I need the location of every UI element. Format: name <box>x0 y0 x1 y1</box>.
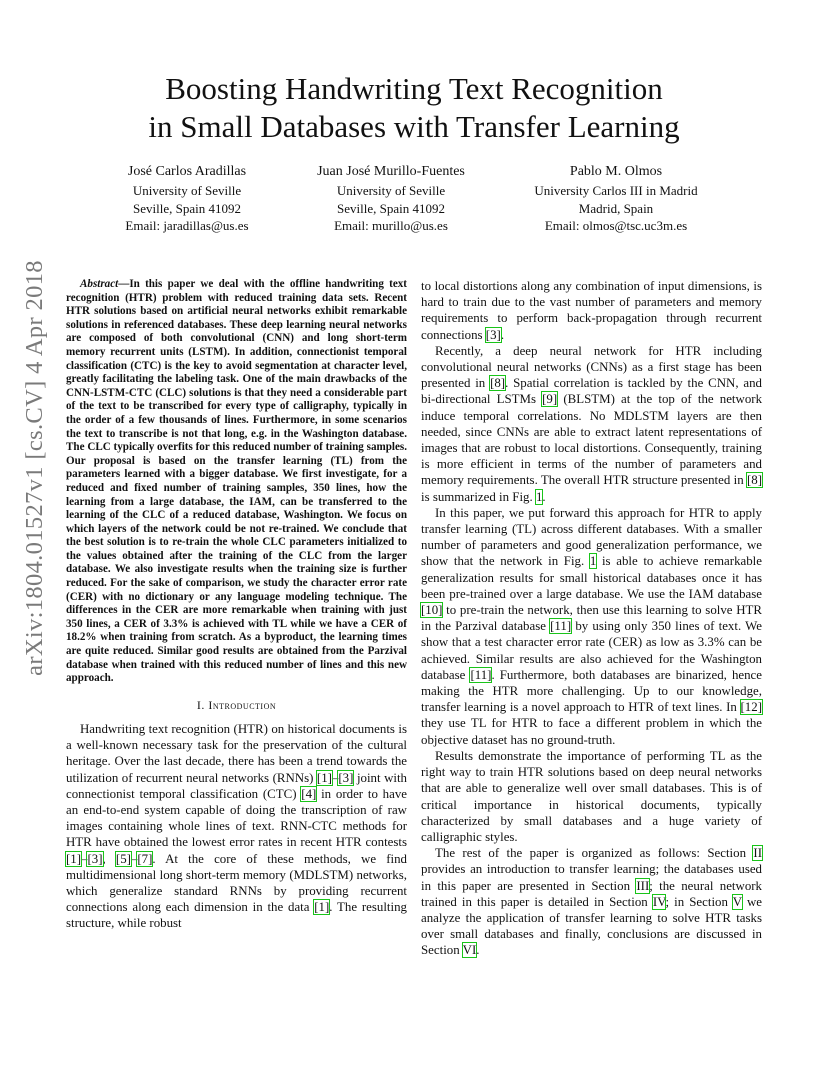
author-block-2 <box>271 162 511 235</box>
citation-link[interactable]: IV <box>652 894 666 909</box>
citation-link[interactable]: [11] <box>470 667 492 682</box>
author-name: José Carlos Aradillas <box>127 164 247 179</box>
citation-link[interactable]: [11] <box>550 619 572 634</box>
arxiv-stamp-text: arXiv:1804.01527v1 [cs.CV] 4 Apr 2018 <box>21 260 48 676</box>
title-line-2: in Small Databases with Transfer Learning <box>148 109 680 144</box>
citation-link[interactable]: [3] <box>338 770 354 785</box>
citation-link[interactable]: [3] <box>485 327 501 342</box>
citation-link[interactable]: [1] <box>316 770 332 785</box>
body-paragraph: The rest of the paper is organized as follows: Section II provides an introduction to transfer learning; the databases used in this paper are presented in Section III; the neural network trained in this paper is detailed in Section IV; in Section V we analyze the application of transfer learning to solve HTR tasks over small databases and finally, conclusions are discussed in Section VI. <box>421 846 762 958</box>
title-line-1: Boosting Handwriting Text Recognition <box>165 71 663 106</box>
author-email: Email: murillo@us.es <box>334 218 448 233</box>
body-paragraph: to local distortions along any combination of input dimensions, is hard to train due to the vast number of parameters and memory requirements to perform back-propagation through recurrent connections [3]. <box>421 279 762 342</box>
body-paragraph: Recently, a deep neural network for HTR including convolutional neural networks (CNNs) as a first stage has been presented in [8]. Spatial correlation is tackled by the CNN, and bi-directional LSTMs [9] (BLSTM) at the top of the network induce temporal correlations. No MDLSTM layers are then needed, since CNNs are able to extract latent representations of images that are robust to local distortions. Consequently, training is more efficient in terms of the number of parameters and memory requirements. The overall HTR structure presented in [8] is summarized in Fig. 1. <box>421 343 763 504</box>
citation-link[interactable]: [8] <box>490 376 506 391</box>
citation-link[interactable]: [9] <box>542 392 558 407</box>
citation-link[interactable]: [1] <box>314 900 330 915</box>
author-address: Seville, Spain 41092 <box>133 200 241 216</box>
author-address: Seville, Spain 41092 <box>337 200 445 216</box>
body-paragraph: In this paper, we put forward this approach for HTR to apply transfer learning (TL) across different databases. With a smaller number of parameters and good generalization performance, we show that the network in Fig. 1 is able to achieve remarkable generalization results for small historical databases once it has been pre-trained over a large database. We use the IAM database [10] to pre-train the network, then use this learning to solve HTR in the Parzival database [11] by using only 350 lines of text. We show that a test character error rate (CER) as low as 3.3% can be achieved. Similar results are also achieved for the Washington database [11]. Furthermore, both databases are binarized, hence making the HTR more challenging. Up to our knowledge, transfer learning is a novel approach to HTR of text lines. In [12] they use TL for HTR to face a different problem in which the objective dataset has no ground-truth. <box>421 505 762 747</box>
citation-link[interactable]: [4] <box>301 786 317 801</box>
author-email: Email: olmos@tsc.uc3m.es <box>544 218 688 233</box>
intro-paragraph: Handwriting text recognition (HTR) on historical documents is a well-known necessary task for the preservation of the cultural heritage. Over the last decade, there has been a trend towards the utilization of recurrent neural networks (RNNs) [1]–[3] joint with connectionist temporal classification (CTC) [4] in order to have an end-to-end system capable of doing the transcription of raw images containing whole lines of text. RNN-CTC methods for HTR have obtained the lowest error rates in recent HTR contests [1]–[3], [5]–[7]. At the core of these methods, we find multidimensional long short-term memory (MDLSTM) networks, which generalize standard RNNs by providing recurrent connections along each dimension in the data [1]. The resulting structure, while robust <box>66 722 408 931</box>
paper-title <box>60 70 768 146</box>
abstract-lead: Abstract <box>80 278 119 290</box>
citation-link[interactable]: 1 <box>589 554 597 569</box>
author-name: Pablo M. Olmos <box>569 164 663 179</box>
citation-link[interactable]: V <box>732 894 742 909</box>
section-number: I. <box>196 697 209 712</box>
citation-link[interactable]: [7] <box>137 851 153 866</box>
citation-link[interactable]: [1] <box>66 851 82 866</box>
abstract <box>66 278 407 686</box>
author-name: Juan José Murillo-Fuentes <box>317 164 465 179</box>
right-column <box>421 278 762 959</box>
citation-link[interactable]: [12] <box>740 700 762 715</box>
body-paragraph: Results demonstrate the importance of performing TL as the right way to train HTR solutions based on deep neural networks that are able to generalize well over small databases. This is of critical importance in historical documents, typically characterized by small databases and a huge variety of calligraphic styles. <box>421 748 762 844</box>
citation-link[interactable]: [10] <box>421 603 443 618</box>
author-address: Madrid, Spain <box>578 200 654 216</box>
left-column <box>66 278 407 932</box>
citation-link[interactable]: [5] <box>115 851 131 866</box>
citation-link[interactable]: 1 <box>535 489 543 504</box>
author-affiliation: University of Seville <box>336 183 446 198</box>
citation-link[interactable]: II <box>753 846 762 861</box>
section-heading-introduction <box>66 697 407 713</box>
author-affiliation: University Carlos III in Madrid <box>534 183 698 198</box>
citation-link[interactable]: [8] <box>746 473 762 488</box>
citation-link[interactable]: VI <box>462 943 477 958</box>
author-affiliation: University of Seville <box>132 183 242 198</box>
author-email: Email: jaradillas@us.es <box>125 218 249 233</box>
citation-link[interactable]: III <box>636 878 650 893</box>
abstract-body: —In this paper we deal with the offline handwriting text recognition (HTR) problem with reduced training data sets. Recent HTR solutions based on artificial neural networks exhibit remarkable solutions in referenced databases. These deep learning neural networks are composed of both convolutional (CNN) and long short-term memory recurrent units (LSTM). In addition, connectionist temporal classification (CTC) is the key to avoid segmentation at character level, greatly facilitating the labeling task. One of the main drawbacks of the CNN-LSTM-CTC (CLC) solutions is that they need a considerable part of the text to be transcribed for every type of calligraphy, typically in the order of a few thousands of lines. Furthermore, in some scenarios the text to transcribe is not that long, e.g. in the Washington database. The CLC typically overfits for this reduced number of training samples. Our proposal is based on the transfer learning (TL) from the parameters learned with a bigger database. We first investigate, for a reduced and fixed number of training samples, 350 lines, how the learning from a large database, the IAM, can be transferred to the learning of the CLC of a reduced database, Washington. We focus on which layers of the network could be not re-trained. We conclude that the best solution is to re-train the whole CLC parameters initialized to the values obtained after the training of the CLC from the larger database. We also investigate results when the training size is further reduced. For the sake of comparison, we study the character error rate (CER) with no dictionary or any language modeling technique. The differences in the CER are more remarkable when training with just 350 lines, a CER of 3.3% is achieved with TL while we have a CER of 18.2% when training from scratch. As a byproduct, the learning times are quite reduced. Similar good results are obtained from the Parzival database when trained with this reduced number of lines and this new approach. <box>66 278 407 685</box>
author-block-3 <box>496 162 736 235</box>
section-title: Introduction <box>208 697 277 712</box>
citation-link[interactable]: [3] <box>87 851 103 866</box>
